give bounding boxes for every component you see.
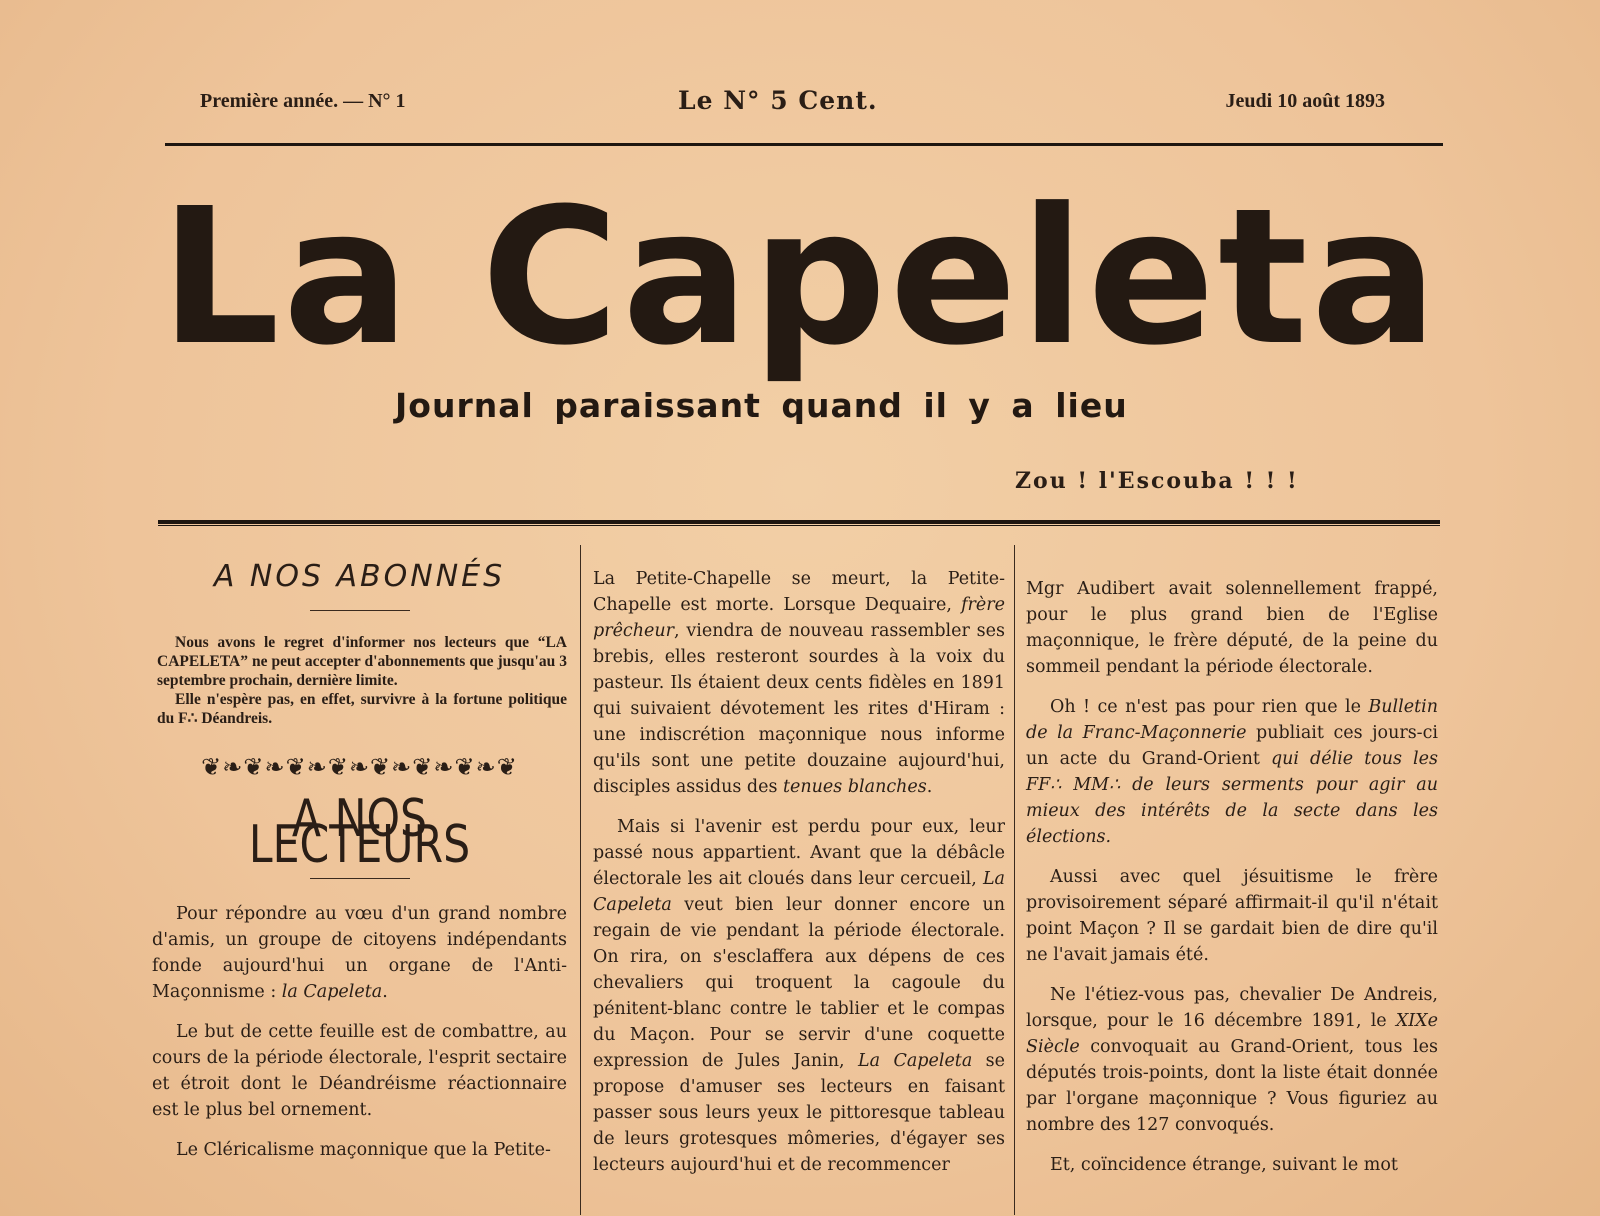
heading-lecteurs: A NOS LECTEURS: [248, 789, 471, 875]
column-2: [593, 566, 1005, 1192]
subscriber-notice: [157, 633, 567, 728]
notice-paragraph: Elle n'espère pas, en effet, survivre à la fortune politique du F∴ Déandreis.: [157, 691, 567, 727]
ornament-divider: ❦❧❦❧❦❧❦❧❦❧❦❧❦❧❦: [201, 753, 518, 781]
article-paragraph: Oh ! ce n'est pas pour rien que le Bulletin de la Franc-Maçonnerie publiait ces jours-ci un acte du Grand-Orient qui délie tous les FF∴ MM∴ de leurs serments pour agir au mieux des intérêts de la secte dans les élections.: [1026, 697, 1438, 847]
heading-abonnes: A NOS ABONNÉS: [213, 559, 506, 594]
article-paragraph: Le Cléricalisme maçonnique que la Petite-: [176, 1140, 551, 1160]
column-divider: [580, 545, 581, 1215]
masthead-double-rule: [158, 520, 1440, 526]
short-rule: [310, 610, 410, 611]
article-paragraph: Pour répondre au vœu d'un grand nombre d'amis, un groupe de citoyens indépendants fonde aujourd'hui un organe de l'Anti-Maçonnisme : la Capeleta.: [152, 904, 567, 1002]
newspaper-title: La Capeleta: [160, 168, 1441, 387]
article-paragraph: Aussi avec quel jésuitisme le frère provisoirement séparé affirmait-il qu'il n'était point Maçon ? Il se gardait bien de dire qu'il ne l'avait jamais été.: [1026, 867, 1438, 965]
column-divider: [1014, 545, 1015, 1215]
article-paragraph: Mais si l'avenir est perdu pour eux, leur passé nous appartient. Avant que la débâcle électorale les ait cloués dans leur cercueil, La Capeleta veut bien leur donner encore un regain de vie pendant la période électorale. On rira, on s'esclaffera aux dépens de ces chevaliers qui troquent la cagoule du pénitent-blanc contre le tablier et le compas du Maçon. Pour se servir d'une coquette expression de Jules Janin, La Capeleta se propose d'amuser ses lecteurs en faisant passer sous leurs yeux le pittoresque tableau de leurs grotesques mômeries, d'égayer ses lecteurs aujourd'hui et de recommencer: [593, 817, 1005, 1175]
article-paragraph: Mgr Audibert avait solennellement frappé, pour le plus grand bien de l'Eglise maçonnique, le frère député, de la peine du sommeil pendant la période électorale.: [1026, 579, 1438, 677]
article-paragraph: Ne l'étiez-vous pas, chevalier De Andreis, lorsque, pour le 16 décembre 1891, le XIXe Siècle convoquait au Grand-Orient, tous les députés trois-points, dont la liste était donnée par l'organe maçonnique ? Vous figuriez au nombre des 127 convoqués.: [1026, 985, 1438, 1135]
column-3: [1026, 576, 1438, 1192]
notice-paragraph: Nous avons le regret d'informer nos lecteurs que “LA CAPELETA” ne peut accepter d'abonnements que jusqu'au 3 septembre prochain, dernière limite.: [157, 634, 567, 689]
price: Le N° 5 Cent.: [678, 86, 878, 115]
masthead-info-row: [200, 86, 1415, 116]
article-paragraph: Et, coïncidence étrange, suivant le mot: [1050, 1155, 1398, 1175]
issue-number: Première année. — N° 1: [200, 90, 406, 112]
article-paragraph: Le but de cette feuille est de combattre, au cours de la période électorale, l'esprit sectaire et étroit dont le Déandréisme réactionnaire est le plus bel ornement.: [152, 1022, 567, 1120]
column-1: [152, 560, 567, 1177]
short-rule: [310, 878, 410, 879]
issue-date: Jeudi 10 août 1893: [1225, 90, 1385, 112]
article-paragraph: La Petite-Chapelle se meurt, la Petite-Chapelle est morte. Lorsque Dequaire, frère prêcheur, viendra de nouveau rassembler ses brebis, elles resteront sourdes à la voix du pasteur. Ils étaient deux cents fidèles en 1891 qui suivaient dévotement les rites d'Hiram : une indiscrétion maçonnique nous informe qu'ils sont une petite douzaine aujourd'hui, disciples assidus des tenues blanches.: [593, 569, 1005, 797]
motto: Zou ! l'Escouba ! ! !: [1015, 468, 1299, 494]
newspaper-subtitle: Journal paraissant quand il y a lieu: [395, 386, 1128, 425]
top-rule: [165, 143, 1443, 146]
